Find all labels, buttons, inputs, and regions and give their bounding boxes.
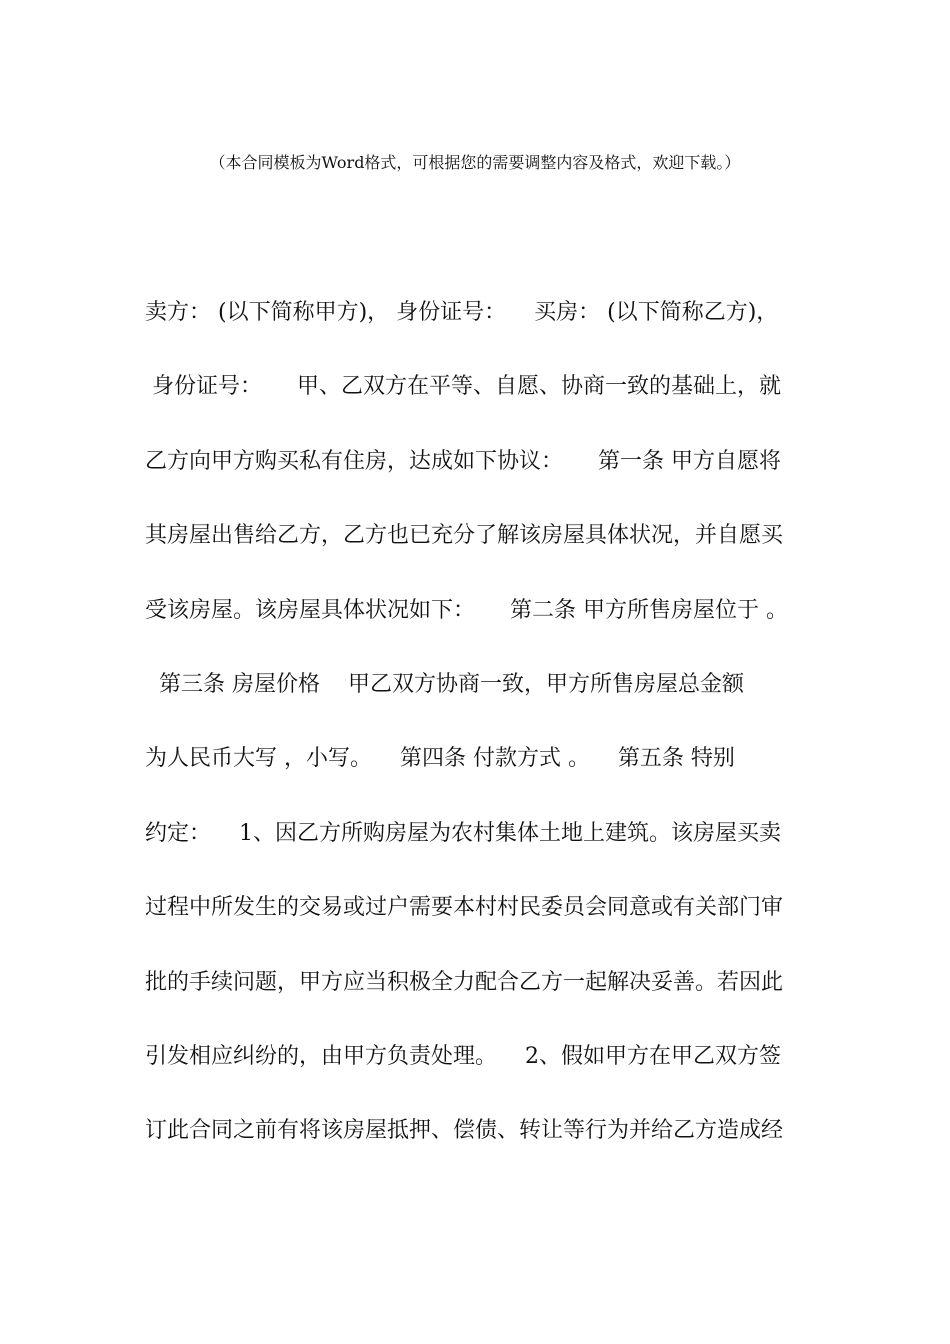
contract-line-2: 身份证号： 甲、乙双方在平等、自愿、协商一致的基础上，就 (145, 374, 781, 399)
template-notice: （本合同模板为Word格式，可根据您的需要调整内容及格式，欢迎下载。） (209, 153, 741, 172)
contract-line-1: 卖方： (以下简称甲方)， 身份证号： 买房： (以下简称乙方)， (145, 300, 779, 325)
contract-line-12: 订此合同之前有将该房屋抵押、偿债、转让等行为并给乙方造成经 (145, 1118, 784, 1143)
contract-line-5: 受该房屋。该房屋具体状况如下： 第二条 甲方所售房屋位于 。 (145, 598, 788, 623)
contract-line-8: 约定： 1、因乙方所购房屋为农村集体土地上建筑。该房屋买卖 (145, 821, 781, 846)
contract-line-10: 批的手续问题，甲方应当积极全力配合乙方一起解决妥善。若因此 (145, 970, 784, 995)
contract-line-7: 为人民币大写 ，小写。 第四条 付款方式 。 第五条 特别 (145, 746, 735, 771)
contract-line-9: 过程中所发生的交易或过户需要本村村民委员会同意或有关部门审 (145, 895, 784, 920)
contract-line-4: 其房屋出售给乙方，乙方也已充分了解该房屋具体状况，并自愿买 (145, 523, 784, 548)
contract-line-6: 第三条 房屋价格 甲乙双方协商一致，甲方所售房屋总金额 (145, 672, 744, 697)
contract-line-3: 乙方向甲方购买私有住房，达成如下协议： 第一条 甲方自愿将 (145, 449, 781, 474)
contract-line-11: 引发相应纠纷的，由甲方负责处理。 2、假如甲方在甲乙双方签 (145, 1044, 781, 1069)
